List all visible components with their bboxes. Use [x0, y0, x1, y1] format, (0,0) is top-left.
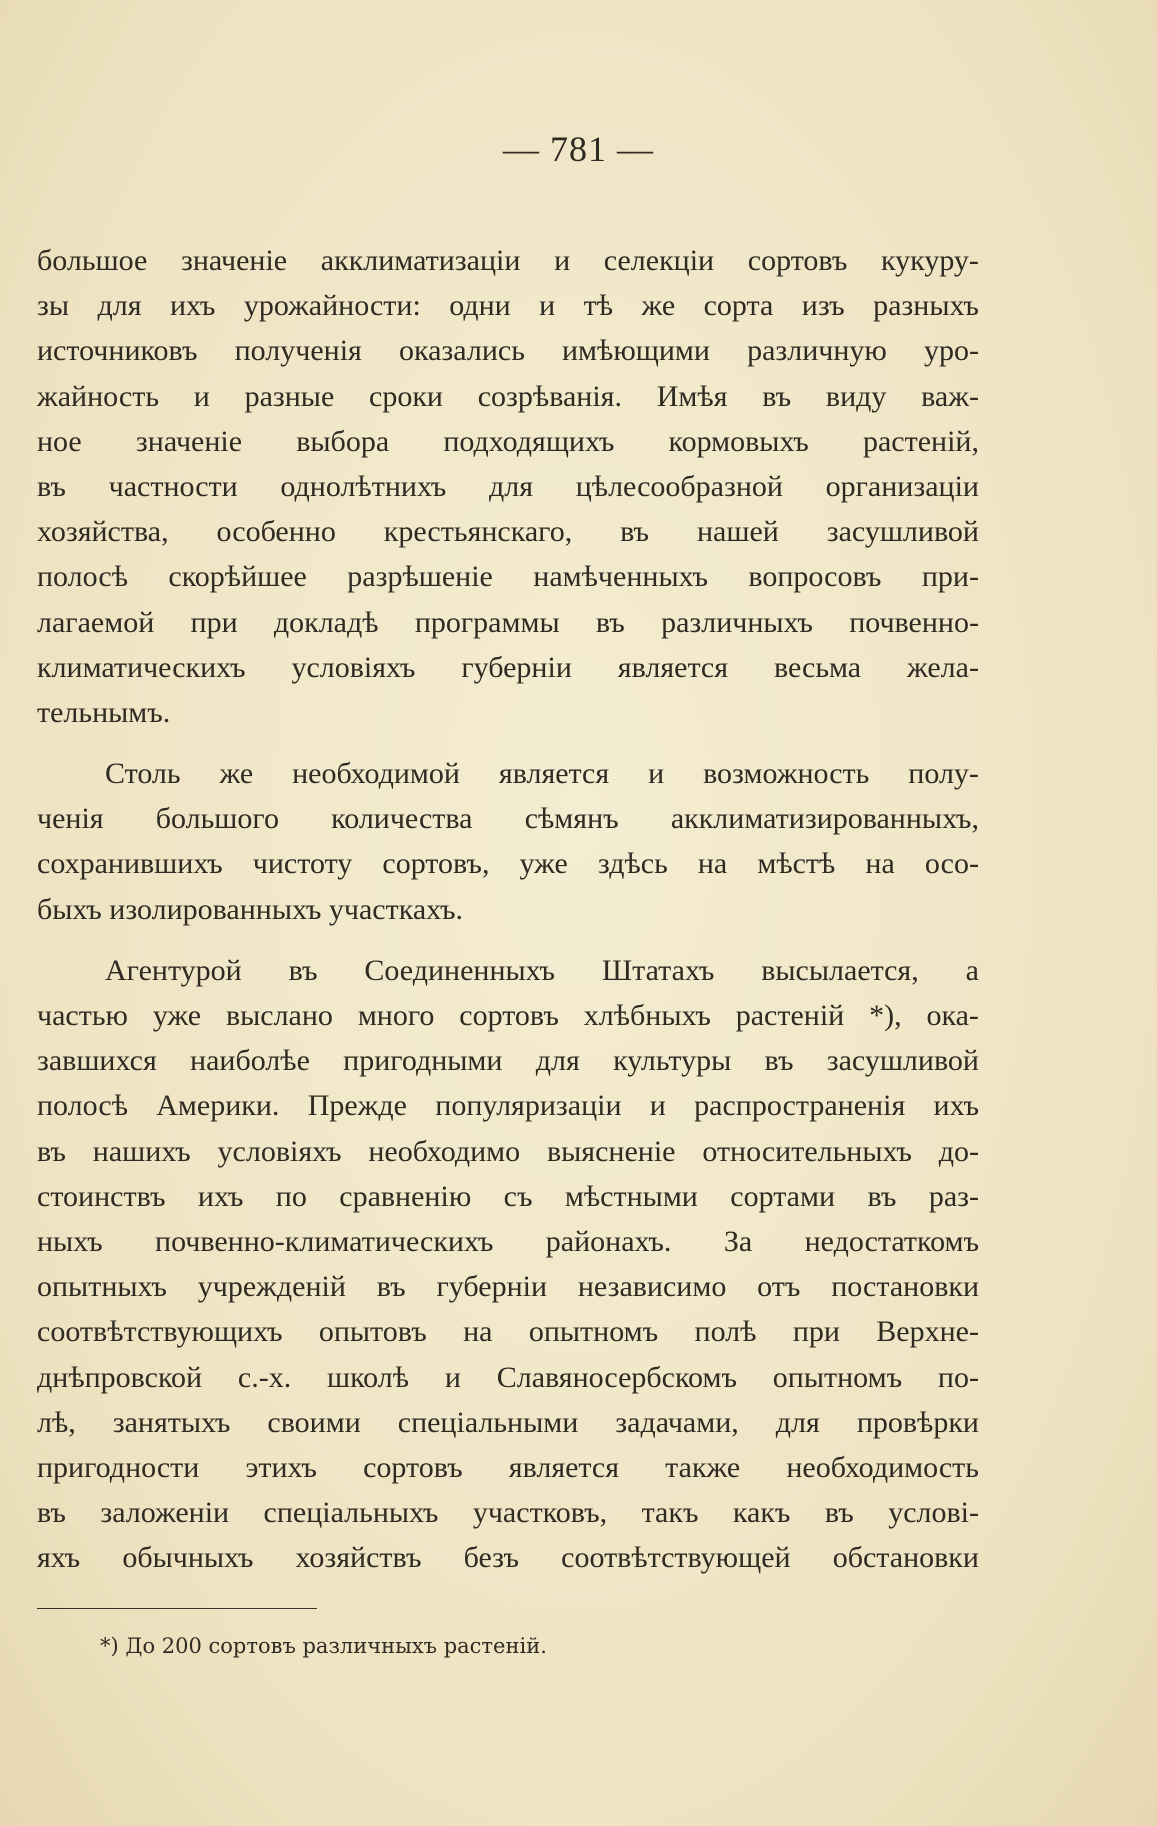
text-line: въ нашихъ условіяхъ необходимо выясненіе относительныхъ до-	[37, 1134, 979, 1168]
text-line: источниковъ полученія оказались имѣющими различную уро-	[37, 334, 979, 368]
text-line: соотвѣтствующихъ опытовъ на опытномъ полѣ при Верхне-	[37, 1315, 979, 1349]
text-line: тельнымъ.	[37, 695, 171, 729]
text-line: въ заложеніи спеціальныхъ участковъ, такъ какъ въ услові-	[37, 1496, 979, 1530]
text-line: большое значеніе акклиматизаціи и селекціи сортовъ кукуру-	[37, 244, 979, 277]
text-line: пригодности этихъ сортовъ является также необходимость	[37, 1450, 979, 1484]
footnote-divider	[37, 1608, 317, 1609]
text-line: быхъ изолированныхъ участкахъ.	[37, 892, 464, 926]
body-text	[37, 238, 979, 1580]
paragraph-gap	[37, 735, 979, 751]
text-line: въ частности однолѣтнихъ для цѣлесообразной организаціи	[37, 469, 979, 503]
text-line: ное значеніе выбора подходящихъ кормовыхъ растеній,	[37, 424, 979, 458]
paragraph-gap	[37, 932, 979, 948]
text-line: опытныхъ учрежденій въ губерніи независимо отъ постановки	[37, 1270, 979, 1304]
text-line: хозяйства, особенно крестьянскаго, въ нашей засушливой	[37, 515, 979, 549]
text-line: днѣпровской с.-х. школѣ и Славяносербскомъ опытномъ по-	[37, 1360, 979, 1394]
text-line: Агентурой въ Соединенныхъ Штатахъ высылается, а	[105, 953, 979, 987]
footnote: *) До 200 сортовъ различныхъ растеній.	[100, 1634, 547, 1658]
text-line: ныхъ почвенно-климатическихъ районахъ. За недостаткомъ	[37, 1224, 979, 1258]
text-line: климатическихъ условіяхъ губерніи является весьма жела-	[37, 650, 979, 684]
paragraph	[37, 948, 979, 1581]
page-number: — 781 —	[503, 129, 654, 169]
text-line: стоинствъ ихъ по сравненію съ мѣстными сортами въ раз-	[37, 1179, 979, 1213]
text-line: полосѣ скорѣйшее разрѣшеніе намѣченныхъ вопросовъ при-	[37, 560, 979, 594]
text-line: лѣ, занятыхъ своими спеціальными задачами, для провѣрки	[37, 1405, 979, 1439]
text-line: лагаемой при докладѣ программы въ различныхъ почвенно-	[37, 605, 979, 639]
text-line: сохранившихъ чистоту сортовъ, уже здѣсь на мѣстѣ на осо-	[37, 847, 979, 881]
paragraph	[37, 238, 979, 735]
text-line: полосѣ Америки. Прежде популяризаціи и распространенія ихъ	[37, 1089, 979, 1123]
text-line: ченія большого количества сѣмянъ акклиматизированныхъ,	[37, 802, 979, 836]
text-line: жайность и разные сроки созрѣванія. Имѣя въ виду важ-	[37, 379, 979, 413]
text-line: яхъ обычныхъ хозяйствъ безъ соотвѣтствующей обстановки	[37, 1541, 979, 1575]
text-line: зы для ихъ урожайности: одни и тѣ же сорта изъ разныхъ	[37, 289, 979, 323]
text-line: завшихся наиболѣе пригодными для культуры въ засушливой	[37, 1044, 979, 1078]
text-line: частью уже выслано много сортовъ хлѣбныхъ растеній *), ока-	[37, 999, 979, 1032]
text-line: Столь же необходимой является и возможность полу-	[105, 757, 979, 791]
paragraph	[37, 751, 979, 932]
